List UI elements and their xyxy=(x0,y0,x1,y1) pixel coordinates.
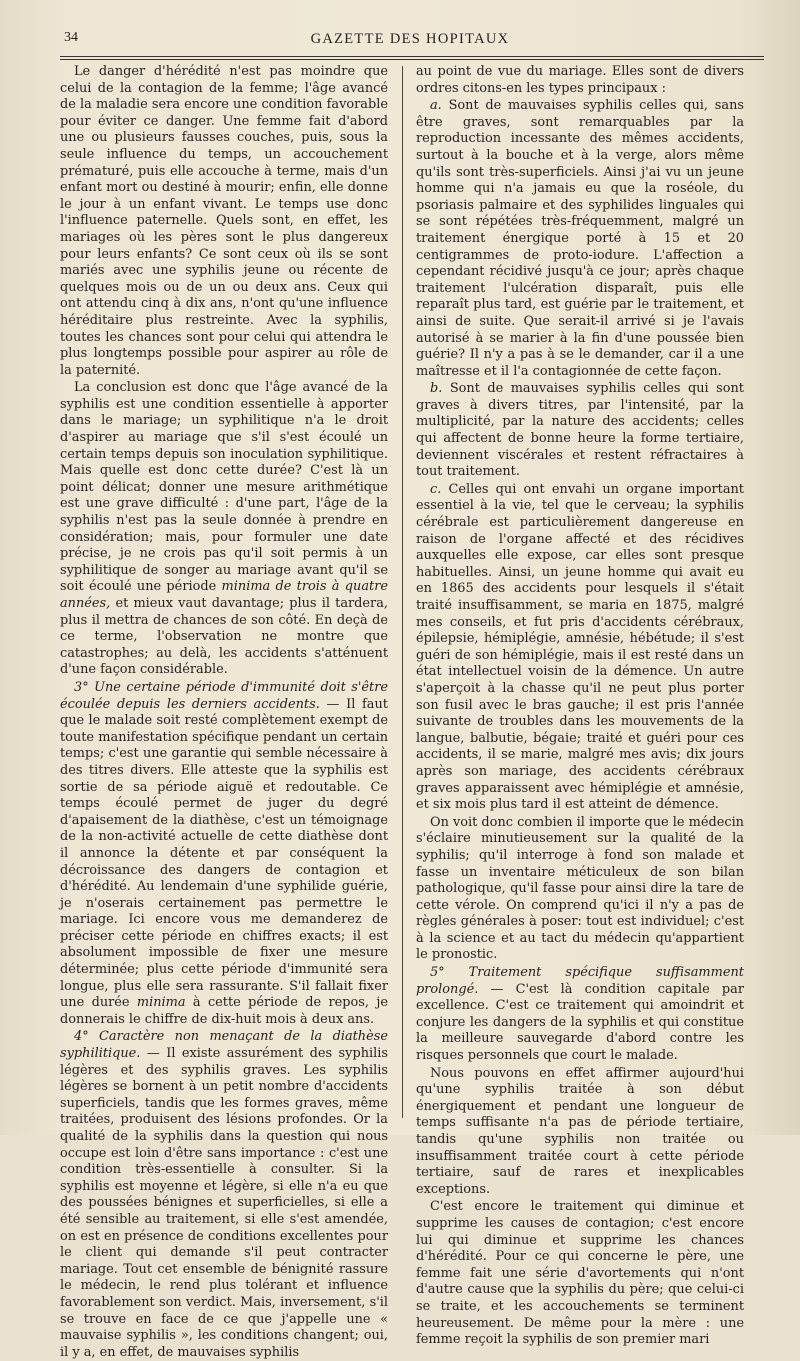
italic-phrase: minima xyxy=(136,995,186,1011)
list-marker-c: c. xyxy=(430,481,442,497)
paragraph-text: La conclusion est donc que l'âge avancé de la syphilis est une condition essentielle à apporter dans le mariage; un syphilitique n'a le droit d'aspirer au mariage que s'il s'est écoulé un certain temps depuis son inoculation syphilitique. Mais quelle est donc cette durée? C'est là un point délicat; donner une mesure arithmétique est une grave difficulté : d'une part, l'âge de la syphilis n'est pas la seule donnée à prendre en considération; mais, pour formuler une date précise, je ne crois pas qu'il soit permis à un syphilitique de songer au mariage avant qu'il se soit écoulé une période xyxy=(60,380,388,595)
page-header xyxy=(60,28,760,52)
section-heading-3: 3° Une certaine période d'immunité doit s'être écoulée depuis les derniers accidents. xyxy=(60,679,388,712)
paragraph-text: et mieux vaut davantage; plus il tardera, plus il mettra de chances de son côté. En deçà de ce terme, l'observation ne montre que catastrophes; au delà, les accidents s'atténuent d'une façon considérable. xyxy=(60,596,388,678)
paragraph-type-c xyxy=(416,482,744,814)
paragraph-treatment xyxy=(416,965,744,1065)
paragraph-heredity: Le danger d'hérédité n'est pas moindre que celui de la contagion de la femme; l'âge avancé de la maladie sera encore une condition favorable pour éviter ce danger. Une femme fait d'abord une ou plusieurs fausses couches, puis, sous la seule influence du temps, un accouchement prématuré, puis elle accouche à terme, mais d'un enfant mort ou destiné à mourir; enfin, elle donne le jour à un enfant vivant. Le temps use donc l'influence paternelle. Quels sont, en effet, les mariages où les pères sont le plus dangereux pour leurs enfants? Ce sont ceux où ils se sont mariés avec une syphilis jeune ou récente de quelques mois ou de un ou deux ans. Ceux qui ont attendu cinq à dix ans, n'ont qu'une influence héréditaire plus restreinte. Avec la syphilis, toutes les chances sont pour celui qui attendra le plus longtemps possible pour aspirer au rôle de la paternité. xyxy=(60,64,388,378)
right-column xyxy=(416,64,744,1348)
column-divider xyxy=(402,66,403,1118)
paragraph-text: — Il faut que le malade soit resté complètement exempt de toute manifestation spécifique pendant un certain temps; c'est une garantie qui semble nécessaire à des titres divers. Elle atteste que la syphilis est sortie de sa période aiguë et redoutable. Ce temps écoulé permet de juger du degré d'apaisement de la diathèse, c'est un témoignage de la non-activité actuelle de cette diathèse dont il annonce la détente et par conséquent la décroissance des dangers de contagion et d'hérédité. Au lendemain d'une syphilide guérie, je n'oserais certainement pas permettre le mariage. Ici encore vous me demanderez de préciser cette période en chiffres exacts; il est absolument impossible de fixer une mesure déterminée; plus cette période d'immunité sera longue, plus elle sera rassurante. S'il fallait fixer une durée xyxy=(60,696,388,1011)
paragraph-text: à cette période de repos, je donnerais le chiffre de dix-huit mois à deux ans. xyxy=(60,995,388,1027)
running-title: GAZETTE DES HOPITAUX xyxy=(310,31,510,47)
text-columns xyxy=(60,64,770,1360)
paragraph-type-a xyxy=(416,98,744,380)
paragraph-contagion: C'est encore le traitement qui diminue et supprime les causes de contagion; c'est encore lui qui diminue et supprime les chances d'hérédité. Pour ce qui concerne le père, une femme fait une série d'avortements qui n'ont d'autre cause que la syphilis du père; que celui-ci se traite, et les accouchements se terminent heureusement. De même pour la mère : une femme reçoit la syphilis de son premier mari xyxy=(416,1199,744,1348)
paragraph-text: — Il existe assurément des syphilis légères et des syphilis graves. Les syphilis légères se bornent à un petit nombre d'accidents superficiels, tandis que les formes graves, même traitées, produisent des lésions profondes. Or la qualité de la syphilis dans la question qui nous occupe est loin d'être sans importance : c'est une condition très-essentielle à consulter. Si la syphilis est moyenne et légère, si elle n'a eu que des poussées bénignes et superficielles, si elle a été sensible au traitement, si elle s'est amendée, on est en présence de conditions excellentes pour le client qui demande s'il peut contracter mariage. Tout cet ensemble de bénignité rassure le médecin, le rend plus tolérant et influence favorablement son verdict. Mais, inversement, s'il se trouve en face de ce que j'appelle une « mauvaise syphilis », les conditions changent; oui, il y a, en effet, de mauvaises syphilis xyxy=(60,1046,388,1360)
paragraph-type-b xyxy=(416,381,744,481)
paragraph-character xyxy=(60,1029,388,1361)
paragraph-immunity xyxy=(60,680,388,1028)
italic-phrase: minima de trois à quatre années, xyxy=(60,579,388,611)
left-column xyxy=(60,64,388,1360)
paragraph-tertiary: Nous pouvons en effet affirmer aujourd'hui qu'une syphilis traitée à son début énergiquement et pendant une longueur de temps suffisante n'a pas de période tertiaire, tandis qu'une syphilis non traitée ou insuffisamment traitée court à cette période tertiaire, sauf de rares et inexplicables exceptions. xyxy=(416,1065,744,1197)
paragraph-text: Sont de mauvaises syphilis celles qui, sans être graves, sont remarquables par la reproduction incessante des mêmes accidents, surtout à la bouche et à la verge, alors même qu'ils sont très-superficiels. Ainsi j'ai vu un jeune homme qui n'a jamais eu que la roséole, du psoriasis palmaire et des syphilides linguales qui se sont répétées très-fréquemment, malgré un traitement énergique porté à 15 et 20 centigrammes de proto-iodure. L'affection a cependant récidivé jusqu'à ce jour; après chaque traitement l'ulcération disparaît, puis elle reparaît plus tard, est guérie par le traitement, et ainsi de suite. Que serait-il arrivé si je l'avais autorisé à se marier à la fin d'une poussée bien guérie? Il n'y a pas à se le demander, car il a une maîtresse et il l'a contagionnée de cette façon. xyxy=(416,98,744,379)
section-heading-5: 5° Traitement spécifique suffisamment prolongé. xyxy=(416,965,744,997)
paragraph-text: Sont de mauvaises syphilis celles qui sont graves à divers titres, par l'intensité, par la multiplicité, par la nature des accidents; celles qui affectent de bonne heure la forme tertiaire, deviennent viscérales et restent réfractaires à tout traitement. xyxy=(416,381,744,480)
page-number: 34 xyxy=(64,30,78,45)
paragraph-text: — C'est là condition capitale par excellence. C'est ce traitement qui amoindrit et conjure les dangers de la syphilis et qui constitue la meilleure sauvegarde d'abord contre les risques personnels que court le malade. xyxy=(416,981,744,1064)
header-rule xyxy=(60,56,764,60)
paragraph-continuation: au point de vue du mariage. Elles sont de divers ordres citons-en les types principaux : xyxy=(416,64,744,96)
paragraph-conclusion xyxy=(60,380,388,679)
list-marker-a: a. xyxy=(430,98,442,114)
section-heading-4: 4° Caractère non menaçant de la diathèse syphilitique. xyxy=(60,1029,388,1062)
list-marker-b: b. xyxy=(430,381,443,397)
paragraph-text: Celles qui ont envahi un organe important essentiel à la vie, tel que le cerveau; la syphilis cérébrale est particulièrement dangereuse en raison de l'organe affecté et des récidives auxquelles elle expose, car elles sont presque habituelles. Ainsi, un jeune homme qui avait eu en 1865 des accidents pour lesquels il s'était traité insuffisamment, se maria en 1875, malgré mes conseils, et fut pris d'accidents cérébraux, épilepsie, hémiplégie, amnésie, hébétude; il s'est guéri de son hémiplégie, mais il est resté dans un état intellectuel voisin de la démence. Un autre s'aperçoit à la chasse qu'il ne peut plus porter son fusil avec le bras gauche; il est pris l'année suivante de troubles dans les mouvements de la langue, balbutie, bégaie; traité et guéri pour ces accidents, il se marie, malgré mes avis; dix jours après son mariage, des accidents cérébraux graves apparaissent avec hémiplégie et amnésie, et six mois plus tard il est atteint de démence. xyxy=(416,481,744,813)
paragraph-physician: On voit donc combien il importe que le médecin s'éclaire minutieusement sur la qualité de la syphilis; qu'il interroge à fond son malade et fasse un inventaire méticuleux de son bilan pathologique, qu'il fasse pour ainsi dire la tare de cette vérole. On comprend qu'ici il n'y a pas de règles générales à poser: tout est individuel; c'est à la science et au tact du médecin qu'appartient le pronostic. xyxy=(416,814,744,963)
